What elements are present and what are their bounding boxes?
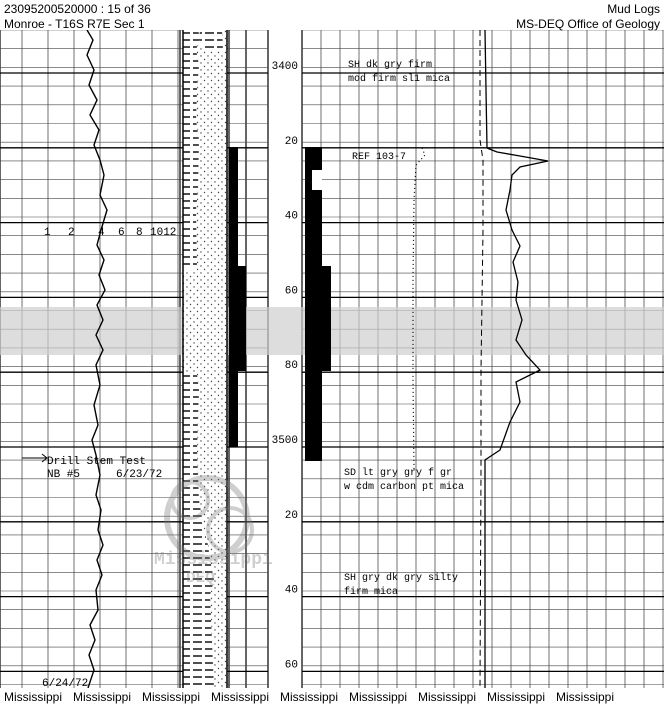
scale-number: 4 (98, 227, 105, 239)
gas-curve (485, 30, 548, 688)
mud-log-sheet[interactable] (0, 30, 664, 688)
description-line: mod firm sl1 mica (348, 74, 451, 85)
well-location: Monroe - T16S R7E Sec 1 (4, 17, 145, 31)
depth-label: 80 (284, 360, 298, 373)
description-line: w cdm carbon pt mica (344, 482, 465, 493)
dashed-curve (480, 30, 483, 688)
show-bars (229, 147, 331, 461)
depth-label: 40 (284, 584, 298, 597)
footer-watermark: Mississippi (487, 690, 546, 704)
drilling-rate-curve (87, 30, 107, 688)
depth-label: 40 (284, 210, 298, 223)
svg-text:DEQ: DEQ (186, 569, 215, 587)
scale-numbers (44, 227, 176, 239)
log-type: Mud Logs (607, 2, 660, 16)
description-line: SH dk gry firm (348, 60, 433, 71)
svg-text:Mississippi: Mississippi (154, 550, 273, 570)
description-line: SD lt gry gry f gr (344, 468, 453, 479)
footer-watermark: Mississippi (556, 690, 615, 704)
depth-label: 60 (284, 285, 298, 298)
footer-watermark: Mississippi (211, 690, 270, 704)
svg-text:Drill Stem Test: Drill Stem Test (47, 456, 147, 468)
description-line: firm mica (344, 587, 399, 598)
drill-stem-test-note (22, 454, 162, 481)
scale-number: 2 (68, 227, 75, 239)
scale-number: 8 (136, 227, 143, 239)
footer-watermark: Mississippi (142, 690, 201, 704)
footer-watermark: Mississippi (73, 690, 132, 704)
ref-note: REF 103-7 (352, 152, 407, 163)
depth-labels (272, 61, 298, 671)
depth-label: 3400 (271, 61, 298, 73)
log-grid (0, 30, 664, 688)
depth-label: 60 (284, 659, 298, 672)
depth-label: 20 (284, 509, 298, 522)
description-line: SH gry dk gry silty (344, 573, 459, 584)
depth-label: 20 (284, 135, 298, 148)
footer-watermark: Mississippi (349, 690, 408, 704)
footer-watermark: Mississippi (418, 690, 477, 704)
svg-text:NB #5: NB #5 (47, 469, 81, 481)
bottom-date: 6/24/72 (42, 678, 89, 688)
footer-watermark: Mississippi (4, 690, 63, 704)
depth-label: 3500 (271, 435, 298, 447)
footer-watermarks (0, 690, 664, 704)
footer-watermark: Mississippi (280, 690, 339, 704)
scale-number: 1012 (150, 227, 177, 239)
scan-band (0, 307, 664, 355)
svg-text:6/23/72: 6/23/72 (116, 469, 163, 481)
scale-number: 6 (118, 227, 125, 239)
well-id: 23095200520000 : 15 of 36 (4, 2, 151, 16)
scale-number: 1 (44, 227, 51, 239)
agency-name: MS-DEQ Office of Geology (516, 17, 660, 31)
lithology-column (183, 30, 227, 688)
